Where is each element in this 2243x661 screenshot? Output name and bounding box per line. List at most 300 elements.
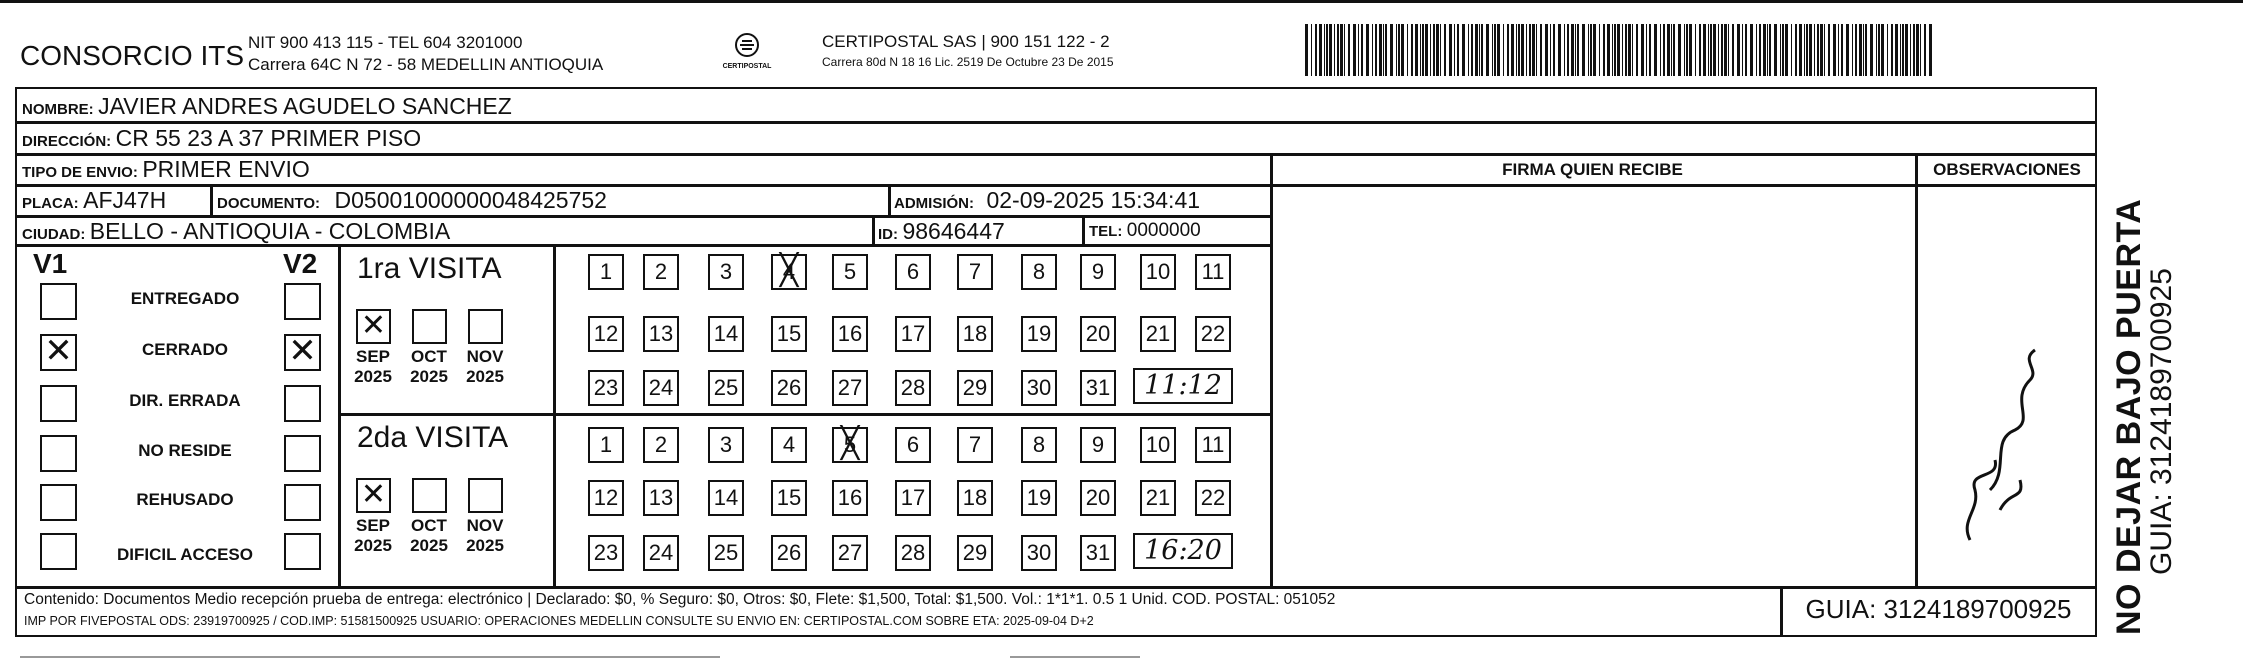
status-v1-checkbox[interactable]	[40, 385, 77, 422]
day-cell[interactable]: 18	[957, 480, 993, 516]
barcode-bar	[1695, 24, 1696, 76]
barcode-bar	[1718, 24, 1719, 76]
day-cell[interactable]: 5 ╳	[832, 427, 868, 463]
guia-footer: GUIA: 3124189700925	[1805, 594, 2072, 624]
barcode-bar	[1411, 24, 1413, 76]
nit-line: NIT 900 413 115 - TEL 604 3201000	[248, 33, 523, 52]
barcode-bar	[1372, 24, 1373, 76]
day-cell[interactable]: 20	[1080, 316, 1116, 352]
ciudad-value: BELLO - ANTIOQUIA - COLOMBIA	[89, 218, 451, 244]
status-label: NO RESIDE	[138, 441, 232, 460]
direccion-value: CR 55 23 A 37 PRIMER PISO	[115, 125, 422, 151]
admision-value: 02-09-2025 15:34:41	[986, 187, 1201, 213]
day-cell[interactable]: 7	[957, 254, 993, 290]
barcode-bar	[1920, 24, 1921, 76]
barcode-bar	[1820, 24, 1823, 76]
barcode-bar	[1401, 24, 1404, 76]
day-cell[interactable]: 29	[957, 370, 993, 406]
day-cell[interactable]: 27	[832, 370, 868, 406]
barcode-bar	[1529, 24, 1531, 76]
barcode-bar	[1713, 24, 1716, 76]
day-cell[interactable]: 8	[1021, 254, 1057, 290]
day-cell[interactable]: 25	[708, 370, 744, 406]
month-year: 2025	[354, 367, 392, 386]
barcode-bar	[1699, 24, 1701, 76]
barcode-bar	[1632, 24, 1633, 76]
barcode-bar	[1799, 24, 1802, 76]
barcode-bar	[1550, 24, 1551, 76]
month-name: OCT	[411, 347, 447, 366]
barcode-bar	[1575, 24, 1576, 76]
month-checkbox[interactable]	[468, 478, 503, 513]
month-label	[460, 516, 510, 556]
contenido-text: Contenido: Documentos Medio recepción prueba de entrega: electrónico | Declarado: $0, % Seguro: $0, Otros: $0, Flete: $1,500, Total: $1,500. Vol.: 1*1*1. 0.5 1 Unid. COD. POSTAL: 051052	[24, 591, 1336, 608]
barcode-bar	[1326, 24, 1328, 76]
month-label	[348, 516, 398, 556]
day-cell[interactable]: 5	[832, 254, 868, 290]
barcode-bar	[1745, 24, 1747, 76]
day-cell[interactable]: 3	[708, 254, 744, 290]
day-cell[interactable]: 4 ╳	[771, 254, 807, 290]
barcode-bar	[1486, 24, 1489, 76]
barcode-bar	[1625, 24, 1627, 76]
status-v2-checkbox[interactable]	[284, 435, 321, 472]
status-label: DIFICIL ACCESO	[116, 545, 253, 564]
barcode-bar	[1407, 24, 1408, 76]
day-cell[interactable]: 11	[1195, 427, 1231, 463]
day-cell[interactable]: 30	[1021, 535, 1057, 571]
barcode-bar	[1398, 24, 1400, 76]
barcode-bar	[1324, 24, 1325, 76]
status-v1-checkbox[interactable]	[40, 435, 77, 472]
barcode-bar	[1863, 24, 1864, 76]
barcode-bar	[1471, 24, 1473, 76]
day-cell[interactable]: 18	[957, 316, 993, 352]
month-year: 2025	[410, 367, 448, 386]
barcode-bar	[1769, 24, 1771, 76]
barcode-bar	[1895, 24, 1898, 76]
month-name: OCT	[411, 516, 447, 535]
day-cell[interactable]: 20	[1080, 480, 1116, 516]
status-label: DIR. ERRADA	[129, 391, 241, 410]
documento-value: D05001000000048425752	[334, 187, 607, 213]
month-checkbox[interactable]: ✕	[356, 309, 391, 344]
barcode-bar	[1806, 24, 1808, 76]
month-label	[460, 347, 510, 387]
day-cell[interactable]: 13	[643, 316, 679, 352]
status-label: CERRADO	[142, 340, 228, 359]
day-cell[interactable]: 13	[643, 480, 679, 516]
barcode-bar	[1774, 24, 1777, 76]
barcode-bar	[1385, 24, 1387, 76]
barcode-bar	[1689, 24, 1692, 76]
barcode-bar	[1678, 24, 1681, 76]
day-cell[interactable]: 6	[895, 427, 931, 463]
day-cell[interactable]: 15	[771, 316, 807, 352]
day-cell[interactable]: 12	[588, 480, 624, 516]
logo-icon	[730, 32, 764, 58]
day-cell[interactable]: 10	[1140, 254, 1176, 290]
barcode-bar	[1667, 24, 1670, 76]
day-cell[interactable]: 29	[957, 535, 993, 571]
barcode-bar	[1507, 24, 1509, 76]
barcode-bar	[1536, 24, 1537, 76]
barcode-bar	[1814, 24, 1815, 76]
month-year: 2025	[354, 536, 392, 555]
barcode-bar	[1348, 24, 1350, 76]
status-label: ENTREGADO	[130, 289, 240, 308]
status-v2-checkbox[interactable]	[284, 533, 321, 570]
barcode-bar	[1756, 24, 1757, 76]
barcode-bar	[1900, 24, 1901, 76]
barcode-bar	[1924, 24, 1926, 76]
day-cell[interactable]: 26	[771, 535, 807, 571]
day-cell[interactable]: 16	[832, 316, 868, 352]
barcode-bar	[1521, 24, 1524, 76]
imp-text: IMP POR FIVEPOSTAL ODS: 23919700925 / COD.IMP: 51581500925 USUARIO: OPERACIONES MEDELLIN CONSULTE SU ENVIO EN: CERTIPOSTAL.COM SOBRE ETA: 2025-09-04 D+2	[24, 614, 1094, 628]
day-cell[interactable]: 3	[708, 427, 744, 463]
barcode-bar	[1503, 24, 1504, 76]
certipostal-logo	[722, 32, 772, 70]
barcode-bar	[1622, 24, 1623, 76]
day-cell[interactable]: 22	[1195, 480, 1231, 516]
barcode-bar	[1337, 24, 1339, 76]
admision-row	[894, 187, 1200, 214]
barcode-bar	[1436, 24, 1439, 76]
barcode-bar	[1593, 24, 1596, 76]
barcode-bar	[1686, 24, 1688, 76]
top-border	[0, 0, 2243, 3]
barcode-bar	[1671, 24, 1672, 76]
day-cell[interactable]: 21	[1140, 480, 1176, 516]
barcode-bar	[1425, 24, 1428, 76]
day-cell[interactable]: 14	[708, 480, 744, 516]
barcode-bar	[1617, 24, 1620, 76]
barcode-bar	[1526, 24, 1527, 76]
barcode-bar	[1673, 24, 1675, 76]
barcode-bar	[1910, 24, 1911, 76]
status-v1-checkbox[interactable]: ✕	[40, 334, 77, 371]
barcode-bar	[1737, 24, 1740, 76]
day-cell[interactable]: 6	[895, 254, 931, 290]
day-cell[interactable]: 10	[1140, 427, 1176, 463]
barcode-bar	[1462, 24, 1465, 76]
barcode-bar	[1887, 24, 1888, 76]
barcode-bar	[1540, 24, 1542, 76]
barcode-bar	[1795, 24, 1797, 76]
direccion-label: DIRECCIÓN:	[22, 133, 112, 150]
month-year: 2025	[466, 367, 504, 386]
barcode-bar	[1334, 24, 1335, 76]
barcode-bar	[1763, 24, 1766, 76]
barcode-bar	[1905, 24, 1908, 76]
day-cell[interactable]: 30	[1021, 370, 1057, 406]
logo-text: CERTIPOSTAL	[722, 63, 772, 70]
day-cell[interactable]: 28	[895, 535, 931, 571]
barcode-bar	[1833, 24, 1836, 76]
barcode-bar	[1433, 24, 1435, 76]
barcode-bar	[1475, 24, 1478, 76]
day-cell[interactable]: 17	[895, 480, 931, 516]
day-cell[interactable]: 24	[643, 370, 679, 406]
day-cell[interactable]: 15	[771, 480, 807, 516]
visit1-title: 1ra VISITA	[357, 252, 502, 285]
barcode-bar	[1684, 24, 1685, 76]
barcode-bar	[1654, 24, 1657, 76]
barcode-bar	[1828, 24, 1830, 76]
month-year: 2025	[410, 536, 448, 555]
barcode-bar	[1791, 24, 1792, 76]
month-label	[404, 347, 454, 387]
status-v1-checkbox[interactable]	[40, 283, 77, 320]
barcode-bar	[1913, 24, 1915, 76]
barcode-bar	[1732, 24, 1734, 76]
visit2-title: 2da VISITA	[357, 421, 509, 454]
barcode-bar	[1785, 24, 1788, 76]
barcode-bar	[1881, 24, 1884, 76]
barcode-bar	[1329, 24, 1332, 76]
firma-label: FIRMA QUIEN RECIBE	[1502, 160, 1683, 179]
admision-label: ADMISIÓN:	[894, 195, 974, 212]
certi-line1: CERTIPOSTAL SAS | 900 151 122 - 2	[822, 32, 1110, 51]
barcode-bar	[1582, 24, 1585, 76]
id-label: ID:	[878, 226, 898, 243]
id-value: 98646447	[902, 218, 1005, 244]
barcode-bar	[1305, 24, 1308, 76]
barcode-bar	[1545, 24, 1548, 76]
day-cell[interactable]: 25	[708, 535, 744, 571]
month-name: SEP	[355, 516, 391, 535]
barcode-bar	[1724, 24, 1727, 76]
day-cell[interactable]: 28	[895, 370, 931, 406]
status-v2-checkbox[interactable]	[284, 283, 321, 320]
barcode-bar	[1841, 24, 1843, 76]
barcode-bar	[1577, 24, 1579, 76]
day-cell[interactable]: 19	[1021, 316, 1057, 352]
day-cell[interactable]: 9	[1080, 254, 1116, 290]
barcode-bar	[1590, 24, 1592, 76]
barcode-bar	[1553, 24, 1555, 76]
placa-label: PLACA:	[22, 195, 79, 212]
day-cell[interactable]: 21	[1140, 316, 1176, 352]
barcode-bar	[1481, 24, 1483, 76]
barcode-bar	[1878, 24, 1880, 76]
visit-time-field[interactable]: 16:20	[1133, 533, 1233, 569]
day-cell[interactable]: 27	[832, 535, 868, 571]
barcode-bar	[1588, 24, 1589, 76]
barcode-bar	[1603, 24, 1605, 76]
barcode-bar	[1855, 24, 1857, 76]
barcode-bar	[1649, 24, 1651, 76]
ciudad-row	[22, 218, 450, 245]
barcode-bar	[1876, 24, 1877, 76]
barcode-bar	[1759, 24, 1761, 76]
barcode-bar	[1361, 24, 1363, 76]
id-row	[878, 218, 1005, 245]
barcode-bar	[1852, 24, 1853, 76]
barcode-bar	[1518, 24, 1520, 76]
status-v2-checkbox[interactable]	[284, 484, 321, 521]
v2-label: V2	[283, 248, 318, 279]
month-year: 2025	[466, 536, 504, 555]
barcode-bar	[1379, 24, 1382, 76]
day-cell[interactable]: 14	[708, 316, 744, 352]
tipo-label: TIPO DE ENVIO:	[22, 164, 138, 181]
barcode-bar	[1660, 24, 1661, 76]
company-info	[248, 32, 603, 76]
barcode-bar	[1454, 24, 1455, 76]
day-cell[interactable]: 31	[1080, 370, 1116, 406]
tel-value: 0000000	[1126, 220, 1201, 241]
day-cell[interactable]: 23	[588, 370, 624, 406]
tel-label: TEL:	[1089, 223, 1123, 240]
barcode-bar	[1846, 24, 1849, 76]
barcode-bar	[1902, 24, 1904, 76]
day-cell[interactable]: 12	[588, 316, 624, 352]
month-name: NOV	[466, 347, 504, 366]
nombre-row	[22, 93, 512, 120]
barcode-bar	[1497, 24, 1500, 76]
barcode-bar	[1375, 24, 1377, 76]
barcode-bar	[1420, 24, 1421, 76]
barcode-bar	[1344, 24, 1345, 76]
barcode-bar	[1646, 24, 1647, 76]
day-cell[interactable]: 11	[1195, 254, 1231, 290]
barcode-bar	[1415, 24, 1418, 76]
month-checkbox[interactable]	[468, 309, 503, 344]
barcode-bar	[1612, 24, 1613, 76]
month-label	[404, 516, 454, 556]
day-cell[interactable]: 17	[895, 316, 931, 352]
barcode-bar	[1891, 24, 1893, 76]
status-v1-checkbox[interactable]	[40, 484, 77, 521]
barcode-bar	[1358, 24, 1359, 76]
visit-time-field[interactable]: 11:12	[1133, 368, 1233, 404]
barcode-bar	[1492, 24, 1493, 76]
day-cell[interactable]: 9	[1080, 427, 1116, 463]
day-cell[interactable]: 31	[1080, 535, 1116, 571]
day-cell[interactable]: 7	[957, 427, 993, 463]
barcode-bar	[1396, 24, 1397, 76]
barcode-bar	[1457, 24, 1459, 76]
barcode-bar	[1444, 24, 1446, 76]
status-v2-checkbox[interactable]	[284, 385, 321, 422]
day-cell[interactable]: 2	[643, 254, 679, 290]
documento-label: DOCUMENTO:	[217, 195, 321, 212]
day-cell[interactable]: 8	[1021, 427, 1057, 463]
barcode-bar	[1571, 24, 1574, 76]
month-name: NOV	[466, 516, 504, 535]
nombre-value: JAVIER ANDRES AGUDELO SANCHEZ	[98, 93, 512, 119]
barcode-bar	[1641, 24, 1644, 76]
day-cell[interactable]: 26	[771, 370, 807, 406]
month-label	[348, 347, 398, 387]
observaciones-label: OBSERVACIONES	[1933, 160, 2081, 179]
direccion-row	[22, 125, 421, 152]
barcode-bar	[1710, 24, 1712, 76]
barcode-bar	[1311, 24, 1312, 76]
barcode-bar	[1636, 24, 1638, 76]
address-line: Carrera 64C N 72 - 58 MEDELLIN ANTIOQUIA	[248, 55, 604, 74]
barcode-bar	[1340, 24, 1343, 76]
barcode-bar	[1449, 24, 1452, 76]
barcode-bar	[1440, 24, 1441, 76]
barcode-bar	[1353, 24, 1356, 76]
month-checkbox[interactable]	[412, 309, 447, 344]
barcode-bar	[1319, 24, 1322, 76]
status-v2-checkbox[interactable]: ✕	[284, 334, 321, 371]
barcode-bar	[1916, 24, 1919, 76]
tipo-row	[22, 156, 310, 183]
status-v1-checkbox[interactable]	[40, 533, 77, 570]
day-cell[interactable]: 23	[588, 535, 624, 571]
barcode-bar	[1859, 24, 1862, 76]
side-line1: NO DEJAR BAJO PUERTA	[2110, 198, 2148, 635]
day-cell[interactable]: 16	[832, 480, 868, 516]
barcode-bar	[1366, 24, 1369, 76]
barcode-bar	[1468, 24, 1469, 76]
status-label: REHUSADO	[136, 490, 234, 509]
barcode-bar	[1663, 24, 1665, 76]
tel-row	[1089, 220, 1201, 242]
day-cell[interactable]: 1	[588, 254, 624, 290]
barcode-bar	[1516, 24, 1517, 76]
barcode-bar	[1728, 24, 1729, 76]
barcode-bar	[1558, 24, 1561, 76]
barcode-bar	[1390, 24, 1393, 76]
day-cell[interactable]: 4	[771, 427, 807, 463]
day-cell[interactable]: 2	[643, 427, 679, 463]
barcode-bar	[1479, 24, 1480, 76]
barcode-bar	[1430, 24, 1431, 76]
month-name: SEP	[355, 347, 391, 366]
barcode-bar	[1929, 24, 1932, 76]
signature-mark	[1940, 340, 2050, 550]
barcode-bar	[1383, 24, 1384, 76]
certipostal-info	[822, 32, 1114, 69]
barcode-bar	[1780, 24, 1781, 76]
barcode-bar	[1767, 24, 1768, 76]
v1-label: V1	[33, 248, 68, 279]
nombre-label: NOMBRE:	[22, 101, 94, 118]
barcode	[1305, 24, 1935, 79]
barcode-bar	[1422, 24, 1424, 76]
barcode-bar	[1809, 24, 1812, 76]
ciudad-label: CIUDAD:	[22, 226, 86, 243]
day-cell[interactable]: 22	[1195, 316, 1231, 352]
certi-line2: Carrera 80d N 18 16 Lic. 2519 De Octubre 23 De 2015	[822, 55, 1114, 69]
barcode-bar	[1804, 24, 1805, 76]
tipo-value: PRIMER ENVIO	[142, 156, 310, 182]
day-cell[interactable]: 1	[588, 427, 624, 463]
barcode-bar	[1782, 24, 1784, 76]
barcode-bar	[1870, 24, 1873, 76]
company-name: CONSORCIO ITS	[20, 40, 245, 71]
month-checkbox[interactable]	[412, 478, 447, 513]
barcode-bar	[1750, 24, 1753, 76]
month-checkbox[interactable]: ✕	[356, 478, 391, 513]
barcode-bar	[1838, 24, 1839, 76]
barcode-bar	[1315, 24, 1317, 76]
placa-value: AFJ47H	[83, 187, 167, 213]
barcode-bar	[1708, 24, 1709, 76]
barcode-bar	[1824, 24, 1825, 76]
day-cell[interactable]: 24	[643, 535, 679, 571]
barcode-bar	[1721, 24, 1723, 76]
barcode-bar	[1865, 24, 1867, 76]
day-cell[interactable]: 19	[1021, 480, 1057, 516]
barcode-bar	[1511, 24, 1514, 76]
